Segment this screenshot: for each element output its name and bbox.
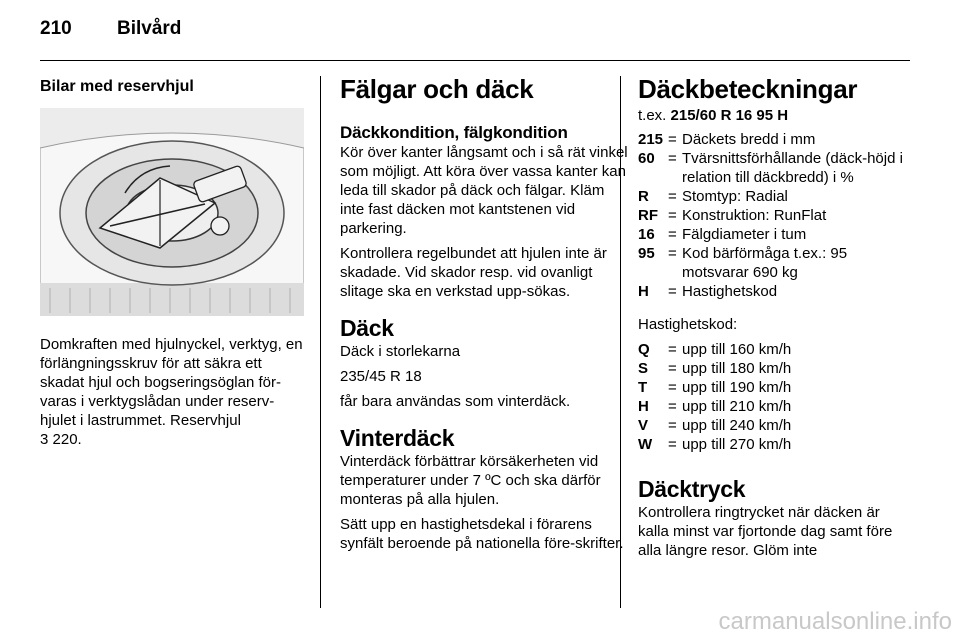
column-divider-1 bbox=[320, 76, 321, 608]
spec-value: Tvärsnittsförhållande (däck-höjd i relation till däckbredd) i % bbox=[682, 150, 903, 186]
page-reference: 3 220. bbox=[40, 431, 82, 448]
spec-value: Kod bärförmåga t.ex.: 95 motsvarar 690 kg bbox=[682, 245, 848, 281]
spec-eq: = bbox=[668, 150, 677, 167]
spec-key: 60 bbox=[638, 150, 655, 167]
tyre-condition-heading: Däckkondition, fälgkondition bbox=[340, 123, 568, 142]
caption-text: Domkraften med hjulnyckel, verktyg, en förlängningsskruv för att säkra ett skadat hjul och bogseringsöglan för-varas i verktygslådan under reserv-hjulet i lastrummet. Reservhjul bbox=[40, 336, 303, 429]
speed-value: upp till 190 km/h bbox=[682, 379, 792, 396]
speed-eq: = bbox=[668, 341, 677, 358]
speed-value: upp till 180 km/h bbox=[682, 360, 792, 377]
speed-value: upp till 270 km/h bbox=[682, 436, 792, 453]
speed-value: upp till 160 km/h bbox=[682, 341, 792, 358]
tyre-designations-title: Däckbeteckningar bbox=[638, 74, 858, 104]
paragraph-inspect: Kontrollera regelbundet att hjulen inte är skadade. Vid skador resp. vid ovanligt slitage ska en verkstad upp-sökas. bbox=[340, 245, 607, 300]
speed-code-label: Hastighetskod: bbox=[638, 316, 738, 333]
speed-eq: = bbox=[668, 360, 677, 377]
watermark: carmanualsonline.info bbox=[718, 608, 952, 635]
winter-tyres-heading: Vinterdäck bbox=[340, 425, 455, 451]
designation-example bbox=[638, 107, 906, 124]
speed-key: H bbox=[638, 398, 649, 415]
spec-key: 215 bbox=[638, 131, 664, 148]
page-header bbox=[40, 18, 920, 46]
paragraph-winter-safety: Vinterdäck förbättrar körsäkerheten vid temperaturer under 7 ºC och ska därför monteras på alla hjulen. bbox=[340, 453, 601, 508]
speed-eq: = bbox=[668, 379, 677, 396]
spec-value: Konstruktion: RunFlat bbox=[682, 207, 827, 224]
speed-eq: = bbox=[668, 398, 677, 415]
spare-wheel-illustration bbox=[40, 108, 304, 316]
spec-key: 16 bbox=[638, 226, 655, 243]
spec-value: Fälgdiameter i tum bbox=[682, 226, 807, 243]
speed-eq: = bbox=[668, 436, 677, 453]
paragraph-sizes: Däck i storlekarna bbox=[340, 343, 461, 360]
spec-eq: = bbox=[668, 188, 677, 205]
section-title: Fälgar och däck bbox=[340, 74, 534, 104]
column-left bbox=[40, 70, 304, 455]
speed-key: T bbox=[638, 379, 648, 396]
spec-key: H bbox=[638, 283, 649, 300]
spec-key: RF bbox=[638, 207, 658, 224]
spec-eq: = bbox=[668, 283, 677, 300]
spec-eq: = bbox=[668, 226, 677, 243]
speed-key: S bbox=[638, 360, 649, 377]
spec-value: Däckets bredd i mm bbox=[682, 131, 816, 148]
spec-key: 95 bbox=[638, 245, 655, 262]
paragraph-pressure: Kontrollera ringtrycket när däcken är kalla minst var fjortonde dag samt före alla längre resor. Glöm inte bbox=[638, 504, 893, 559]
spec-eq: = bbox=[668, 207, 677, 224]
paragraph-speed-sticker: Sätt upp en hastighetsdekal i förarens synfält beroende på nationella före-skrifter. bbox=[340, 516, 624, 552]
tyre-pressure-heading: Däcktryck bbox=[638, 476, 746, 502]
page-number: 210 bbox=[40, 18, 72, 39]
designation-list bbox=[638, 130, 906, 301]
column-middle bbox=[340, 70, 632, 559]
paragraph-winter-only: får bara användas som vinterdäck. bbox=[340, 393, 571, 410]
speed-key: Q bbox=[638, 341, 650, 358]
spare-wheel-caption bbox=[40, 335, 304, 449]
speed-code-list bbox=[638, 340, 906, 454]
example-code: 215/60 R 16 95 H bbox=[670, 107, 789, 124]
spec-value: Stomtyp: Radial bbox=[682, 188, 788, 205]
spec-eq: = bbox=[668, 245, 677, 262]
section-name: Bilvård bbox=[117, 18, 182, 39]
spec-eq: = bbox=[668, 131, 677, 148]
paragraph-kerbs: Kör över kanter långsamt och i så rät vinkel som möjligt. Att köra över vassa kanter kan leda till skador på däck och fälgar. Kläm inte fast däcken mot kantstenen vid parkering. bbox=[340, 144, 628, 237]
paragraph-size-value: 235/45 R 18 bbox=[340, 368, 422, 385]
spare-wheel-heading: Bilar med reservhjul bbox=[40, 78, 194, 95]
speed-key: V bbox=[638, 417, 649, 434]
column-right bbox=[638, 70, 906, 566]
speed-value: upp till 240 km/h bbox=[682, 417, 792, 434]
speed-value: upp till 210 km/h bbox=[682, 398, 792, 415]
example-prefix: t.ex. bbox=[638, 107, 667, 124]
speed-key: W bbox=[638, 436, 653, 453]
spec-key: R bbox=[638, 188, 649, 205]
spec-value: Hastighetskod bbox=[682, 283, 778, 300]
header-rule bbox=[40, 60, 910, 61]
tyres-heading: Däck bbox=[340, 315, 394, 341]
speed-eq: = bbox=[668, 417, 677, 434]
